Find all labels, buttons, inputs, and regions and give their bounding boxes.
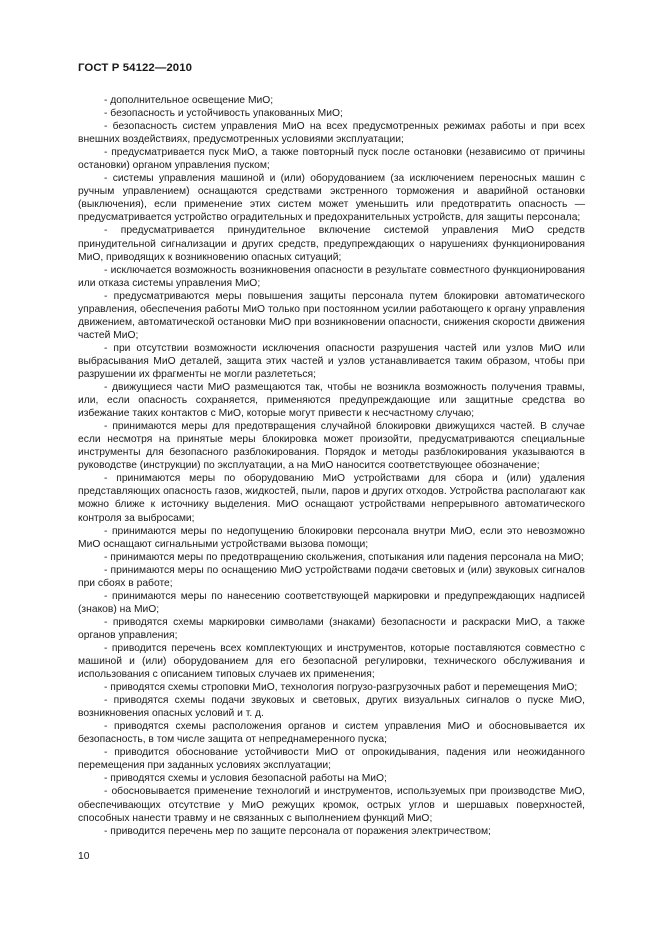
- standard-code-header: ГОСТ Р 54122—2010: [78, 62, 193, 74]
- paragraph: - дополнительное освещение МиО;: [104, 95, 274, 106]
- paragraph: - приводится обоснование устойчивости МиО от опрокидывания, падения или неожиданного перемещения при заданных условиях эксплуатации;: [78, 747, 585, 772]
- page-number: 10: [78, 851, 90, 862]
- paragraph: - предусматривается пуск МиО, а также повторный пуск после остановки (независимо от причины остановки) органом управления пуском;: [78, 147, 585, 172]
- paragraph: - обосновывается применение технологий и инструментов, используемых при производстве МиО, обеспечивающих отсутствие у МиО режущих кромок, острых углов и шершавых поверхностей, способных нанести травму и не связанных с выполнением функций МиО;: [78, 786, 585, 824]
- paragraph: - приводится перечень всех комплектующих и инструментов, которые поставляются совместно с машиной и (или) оборудованием для его безопасной регулировки, технического обслуживания и использования с описанием типовых случаев их применения;: [78, 642, 585, 681]
- paragraph: - безопасность и устойчивость упакованных МиО;: [104, 108, 343, 120]
- paragraph: - приводятся схемы расположения органов и систем управления МиО и обосновывается их безопасность, в том числе защита от непреднамеренного пуска;: [78, 721, 585, 746]
- body-text: [78, 94, 585, 838]
- paragraph: - предусматривается принудительное включение системой управления МиО средств принудительной сигнализации и других средств, предупреждающих о нарушениях функционирования МиО, приводящих к возникновению опасных ситуаций;: [78, 225, 585, 263]
- paragraph: - приводятся схемы и условия безопасной работы на МиО;: [104, 773, 387, 785]
- paragraph: - приводится перечень мер по защите персонала от поражения электричеством;: [104, 825, 491, 837]
- paragraph: - приводятся схемы подачи звуковых и световых, других визуальных сигналов о пуске МиО, возникновения опасных условий и т. д.: [78, 695, 585, 720]
- paragraph: - принимаются меры для предотвращения случайной блокировки движущихся частей. В случае если несмотря на принятые меры блокировка может произойти, предусматриваются специальные инструменты для безопасного разблокирования. Порядок и методы разблокирования указываются в руководстве (инструкции) по эксплуатации, а на МиО наносится соответствующее обозначение;: [78, 421, 585, 472]
- paragraph: - безопасность систем управления МиО на всех предусмотренных режимах работы и при всех внешних воздействиях, предусмотренных условиями эксплуатации;: [78, 121, 585, 146]
- paragraph: - приводятся схемы строповки МиО, технология погрузо-разгрузочных работ и перемещения МиО;: [104, 682, 578, 694]
- paragraph: - приводятся схемы маркировки символами (знаками) безопасности и раскраски МиО, а также органов управления;: [78, 616, 585, 641]
- paragraph: - при отсутствии возможности исключения опасности разрушения частей или узлов МиО или выбрасывания МиО деталей, защита этих частей и узлов устанавливается таким образом, чтобы при разрушении их фрагменты не могли разлететься;: [78, 342, 585, 380]
- paragraph: - системы управления машиной и (или) оборудованием (за исключением переносных машин с ручным управлением) оснащаются средствами экстренного торможения и аварийной остановки (выключения), если применение этих систем может уменьшить или предотвратить опасность — предусматривается устройство оградительных и предохранительных устройств, для защиты персонала;: [78, 173, 585, 224]
- paragraph: - принимаются меры по нанесению соответствующей маркировки и предупреждающих надписей (знаков) на МиО;: [78, 590, 585, 615]
- paragraph: - принимаются меры по предотвращению скольжения, спотыкания или падения персонала на МиО;: [104, 551, 584, 563]
- paragraph: - движущиеся части МиО размещаются так, чтобы не возникла возможность получения травмы, или, если опасность сохраняется, применяются предупреждающие или защитные средства во избежание таких контактов с МиО, которые могут привести к несчастному случаю;: [78, 382, 585, 420]
- paragraph: - исключается возможность возникновения опасности в результате совместного функционирования или отказа системы управления МиО;: [78, 264, 585, 289]
- paragraph: - принимаются меры по оснащению МиО устройствами подачи световых и (или) звуковых сигналов при сбоях в работе;: [78, 564, 585, 589]
- paragraph: - принимаются меры по оборудованию МиО устройствами для сбора и (или) удаления представляющих опасность газов, жидкостей, пыли, паров и других отходов. Устройства располагают как можно ближе к источнику выделения. МиО оснащают устройствами непрерывного автоматического контроля за выбросами;: [78, 473, 585, 524]
- paragraph: - предусматриваются меры повышения защиты персонала путем блокировки автоматического управления, обеспечения работы МиО только при постоянном усилии работающего к органу управления движением, автоматической остановки МиО при возникновении опасности, снижения скорости движения частей МиО;: [78, 290, 585, 341]
- paragraph: - принимаются меры по недопущению блокировки персонала внутри МиО, если это невозможно МиО оснащают сигнальными устройствами вызова помощи;: [78, 525, 585, 550]
